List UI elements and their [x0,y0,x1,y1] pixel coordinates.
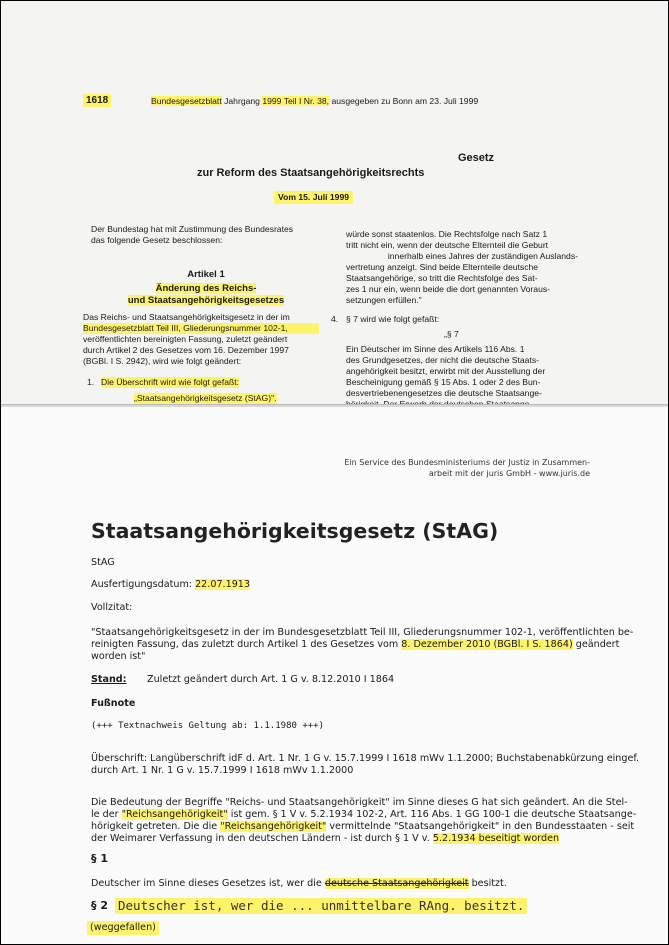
left-paragraph [83,312,319,367]
ueberschrift-note [91,753,639,777]
left-para-line: durch Artikel 2 des Gesetzes vom 16. Dezember 1997 [83,345,289,355]
page-number: 1618 [83,94,111,107]
stand-label: Stand: [91,674,127,685]
bedeutung-highlight: "Reichsangehörigkeit" [121,809,228,820]
bedeutung-line: Die Bedeutung der Begriffe "Reichs- und Staatsangehörigkeit" im Sinne dieses G hat sich geändert. An die Stel- [91,797,628,808]
masthead-year: 1999 Teil I Nr. 38, [262,96,330,106]
article-subtitle-line2: und Staatsangehörigkeitsgesetzes [127,295,285,306]
fussnote-text: (+++ Textnachweis Geltung ab: 1.1.1980 +++) [91,721,324,731]
right-para2-line: des Grundgesetzes, der nicht die deutsche Staats- [346,355,539,365]
par1-text-end: besitzt. [468,878,507,889]
item1-text: Die Überschrift wird wie folgt gefaßt: [101,377,240,387]
ausf-label: Ausfertigungsdatum: [91,579,196,590]
right-para2-line: angehörigkeit besitzt, erwirbt mit der Ausstellung der [346,366,546,376]
left-para-line: (BGBl. I S. 2942), wird wie folgt geändert: [83,356,242,366]
masthead-mid: Jahrgang [221,96,263,106]
paragraph7-heading: „§ 7 [444,329,459,339]
masthead-title: Bundesgesetzblatt [151,96,222,106]
article-subtitle [91,283,321,307]
intro-text [91,224,321,246]
intro-line: das folgende Gesetz beschlossen: [91,235,223,245]
ausfertigungsdatum [91,579,250,591]
right-para-line: tritt nicht ein, wenn der deutsche Elternteil die Geburt [346,240,549,250]
bedeutung-line: der Weimarer Verfassung in den deutschen Ländern - ist durch § 1 V v. [91,833,433,844]
vollzitat-line: worden ist" [91,651,146,662]
law-title-line1: Gesetz [457,152,495,164]
left-para-line: Das Reichs- und Staatsangehörigkeitsgesetz in der im [83,312,290,322]
intro-line: Der Bundestag hat mit Zustimmung des Bundesrates [91,224,294,234]
left-para-line: Bundesgesetzblatt Teil III, Gliederungsnummer 102-1, [83,323,319,334]
stand-text: Zuletzt geändert durch Art. 1 G v. 8.12.2010 I 1864 [147,674,395,685]
ueberschrift-line: Überschrift: Langüberschrift idF d. Art. 1 Nr. 1 G v. 15.7.1999 I 1618 mWv 1.1.2000; Buchstabenabkürzung eingef. [91,753,640,764]
juris-printout [1,407,668,944]
article-title: Artikel 1 [187,269,225,280]
right-para-line: würde sonst staatenlos. Die Rechtsfolge nach Satz 1 [346,229,548,239]
right-paragraph-2 [346,344,578,410]
right-para2-line: Ein Deutscher im Sinne des Artikels 116 Abs. 1 [346,344,525,354]
scanned-bgbl-page [1,1,668,404]
vollzitat-line: "Staatsangehörigkeitsgesetz in der im Bundesgesetzblatt Teil III, Gliederungsnummer 102-1, veröffentlichten be- [91,627,634,638]
item4-number: 4. [331,314,339,324]
right-para-line: innerhalb eines Jahres der zuständigen Auslands- [387,251,578,261]
service-line: Ein Service des Bundesministeriums der Justiz in Zusammen- [344,458,590,467]
paragraph-2-heading: § 2 [91,899,108,912]
page-title: Staatsangehörigkeitsgesetz (StAG) [91,519,499,543]
vollzitat-highlight: 8. Dezember 2010 (BGBl. I S. 1864) [401,639,573,650]
bedeutung-line: vermittelnde "Staatsangehörigkeit" in den Bundesstaaten - seit [326,821,635,832]
bedeutung-highlight: 5.2.1934 beseitigt worden [432,833,560,844]
paragraph-1-text [91,878,507,890]
par1-text: Deutscher im Sinne dieses Gesetzes ist, wer die [91,878,325,889]
weggefallen-label: (weggefallen) [87,921,159,935]
bedeutung-highlight: "Reichsangehörigkeit" [220,821,327,832]
ausf-date: 22.07.1913 [195,579,251,590]
right-para-line: setzungen erfüllen." [346,295,422,305]
law-date: Vom 15. Juli 1999 [274,191,353,204]
item1-quote: „Staatsangehörigkeitsgesetz (StAG)". [134,393,277,403]
right-para-line: Staatsangehörige, so tritt die Rechtsfolge des Sat- [346,273,538,283]
item1-number: 1. [87,377,95,387]
left-para-line: veröffentlichten bereinigten Fassung, zuletzt geändert [83,334,288,344]
fussnote-label: Fußnote [91,698,136,709]
vollzitat-text [91,627,634,663]
vollzitat-line-end: geändert [572,639,620,650]
ueberschrift-line: durch Art. 1 Nr. 1 G v. 15.7.1999 I 1618 mWv 1.1.2000 [91,765,354,776]
masthead [151,96,478,107]
service-note [344,457,590,479]
bedeutung-line: ist gem. § 1 V v. 5.2.1934 102-2, Art. 116 Abs. 1 GG 100-1 die deutsche Staatsange- [227,809,637,820]
bedeutung-line: le der [91,809,122,820]
article-subtitle-line1: Änderung des Reichs- [155,283,257,294]
vollzitat-line: reinigten Fassung, das zuletzt durch Artikel 1 des Gesetzes vom [91,639,402,650]
masthead-post: ausgegeben zu Bonn am 23. Juli 1999 [329,96,479,106]
bedeutung-note [91,797,636,845]
right-paragraph [346,229,578,306]
item4-text: § 7 wird wie folgt gefaßt: [346,314,440,324]
bedeutung-line: hörigkeit getreten. Die die [91,821,221,832]
right-para2-line: desvertriebenengesetzes die deutsche Staatsange- [346,388,542,398]
right-para2-line: Bescheinigung gemäß § 15 Abs. 1 oder 2 des Bun- [346,377,541,387]
right-para-line: zes 1 nur ein, wenn beide die dort genannten Voraus- [346,284,551,294]
law-title-line2: zur Reform des Staatsangehörigkeitsrechts [197,167,425,179]
paragraph-2-typed-note: Deutscher ist, wer die ... unmittelbare RAng. besitzt. [115,898,527,914]
abbreviation: StAG [91,557,115,568]
right-para-line: vertretung anzeigt. Sind beide Elternteile deutsche [346,262,539,272]
vollzitat-label: Vollzitat: [91,602,133,613]
par1-struck-term: deutsche Staatsangehörigkeit [324,878,469,889]
paragraph-1-heading: § 1 [91,852,108,865]
service-line: arbeit mit der juris GmbH - www.juris.de [428,469,590,478]
